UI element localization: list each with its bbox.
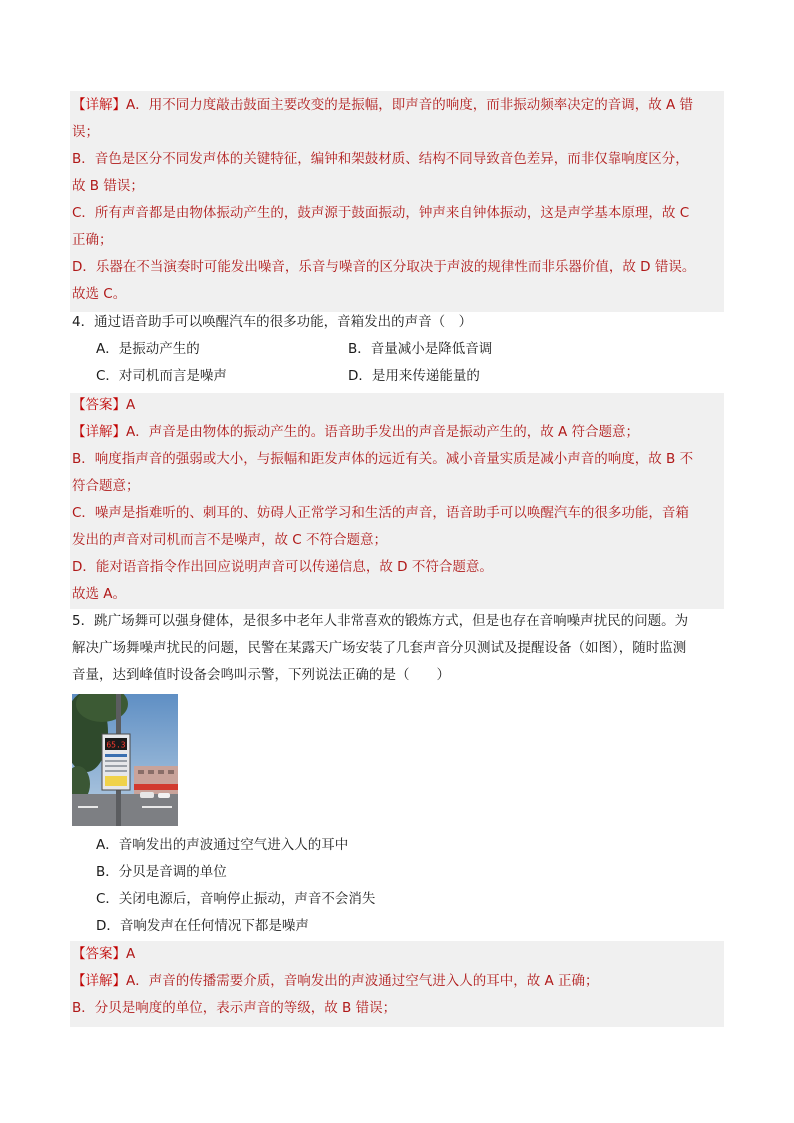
solution-line: B．响度指声音的强弱或大小，与振幅和距发声体的远近有关。减小音量实质是减小声音的响度，故 B 不	[72, 451, 694, 467]
option-b: B．分贝是音调的单位	[96, 864, 227, 880]
solution-line: B．分贝是响度的单位，表示声音的等级，故 B 错误；	[72, 1000, 397, 1016]
solution-line: B．音色是区分不同发声体的关键特征，编钟和架鼓材质、结构不同导致音色差异，而非仅靠响度区分，	[72, 151, 689, 167]
question-5-stem: 解决广场舞噪声扰民的问题，民警在某露天广场安装了几套声音分贝测试及提醒设备（如图），随时监测	[72, 640, 687, 656]
solution-block-q3	[70, 91, 724, 312]
solution-line: 故选 C。	[72, 286, 127, 302]
answer-line	[72, 395, 135, 415]
solution-line: 故选 A。	[72, 586, 127, 602]
option-a: A．音响发出的声波通过空气进入人的耳中	[96, 837, 349, 853]
solution-line: 发出的声音对司机而言不是噪声，故 C 不符合题意；	[72, 532, 388, 548]
solution-line: 误；	[72, 124, 99, 140]
solution-line: C．所有声音都是由物体振动产生的，鼓声源于鼓面振动，钟声来自钟体振动，这是声学基本原理，故 C	[72, 205, 690, 221]
option-c: C．对司机而言是噪声	[96, 368, 227, 384]
answer-tag: 【答案】	[72, 397, 126, 413]
detail-tag: 【详解】	[72, 973, 126, 989]
option-d: D．是用来传递能量的	[348, 368, 480, 384]
question-4-stem: 4．通过语音助手可以唤醒汽车的很多功能，音箱发出的声音（ ）	[72, 314, 473, 330]
solution-line: D．乐器在不当演奏时可能发出噪音，乐音与噪音的区分取决于声波的规律性而非乐器价值，故 D 错误。	[72, 259, 696, 275]
solution-line: 【详解】A．声音的传播需要介质，音响发出的声波通过空气进入人的耳中，故 A 正确；	[72, 973, 599, 989]
solution-line: 符合题意；	[72, 478, 140, 494]
option-c: C．关闭电源后，音响停止振动，声音不会消失	[96, 891, 376, 907]
answer-line	[72, 944, 135, 964]
detail-tag: 【详解】	[72, 424, 126, 440]
decibel-display: 65.3	[106, 740, 126, 750]
answer-value: A	[126, 946, 136, 962]
option-d: D．音响发声在任何情况下都是噪声	[96, 918, 309, 934]
solution-line: 【详解】A．用不同力度敲击鼓面主要改变的是振幅，即声音的响度，而非振动频率决定的音调，故 A 错	[72, 97, 694, 113]
street-scene-image	[72, 694, 178, 826]
noise-meter-photo	[72, 694, 178, 826]
solution-line: 【详解】A．声音是由物体的振动产生的。语音助手发出的声音是振动产生的，故 A 符合题意；	[72, 424, 640, 440]
question-5-stem: 音量，达到峰值时设备会鸣叫示警，下列说法正确的是（ ）	[72, 667, 450, 683]
option-b: B．音量减小是降低音调	[348, 341, 493, 357]
option-a: A．是振动产生的	[96, 341, 200, 357]
detail-tag: 【详解】	[72, 97, 126, 113]
solution-line: C．噪声是指难听的、刺耳的、妨碍人正常学习和生活的声音，语音助手可以唤醒汽车的很多功能，音箱	[72, 505, 689, 521]
answer-tag: 【答案】	[72, 946, 126, 962]
answer-value: A	[126, 397, 136, 413]
question-5-stem: 5．跳广场舞可以强身健体，是很多中老年人非常喜欢的锻炼方式，但是也存在音响噪声扰民的问题。为	[72, 613, 689, 629]
solution-line: 故 B 错误；	[72, 178, 144, 194]
solution-line: 正确；	[72, 232, 113, 248]
solution-line: D．能对语音指令作出回应说明声音可以传递信息，故 D 不符合题意。	[72, 559, 493, 575]
